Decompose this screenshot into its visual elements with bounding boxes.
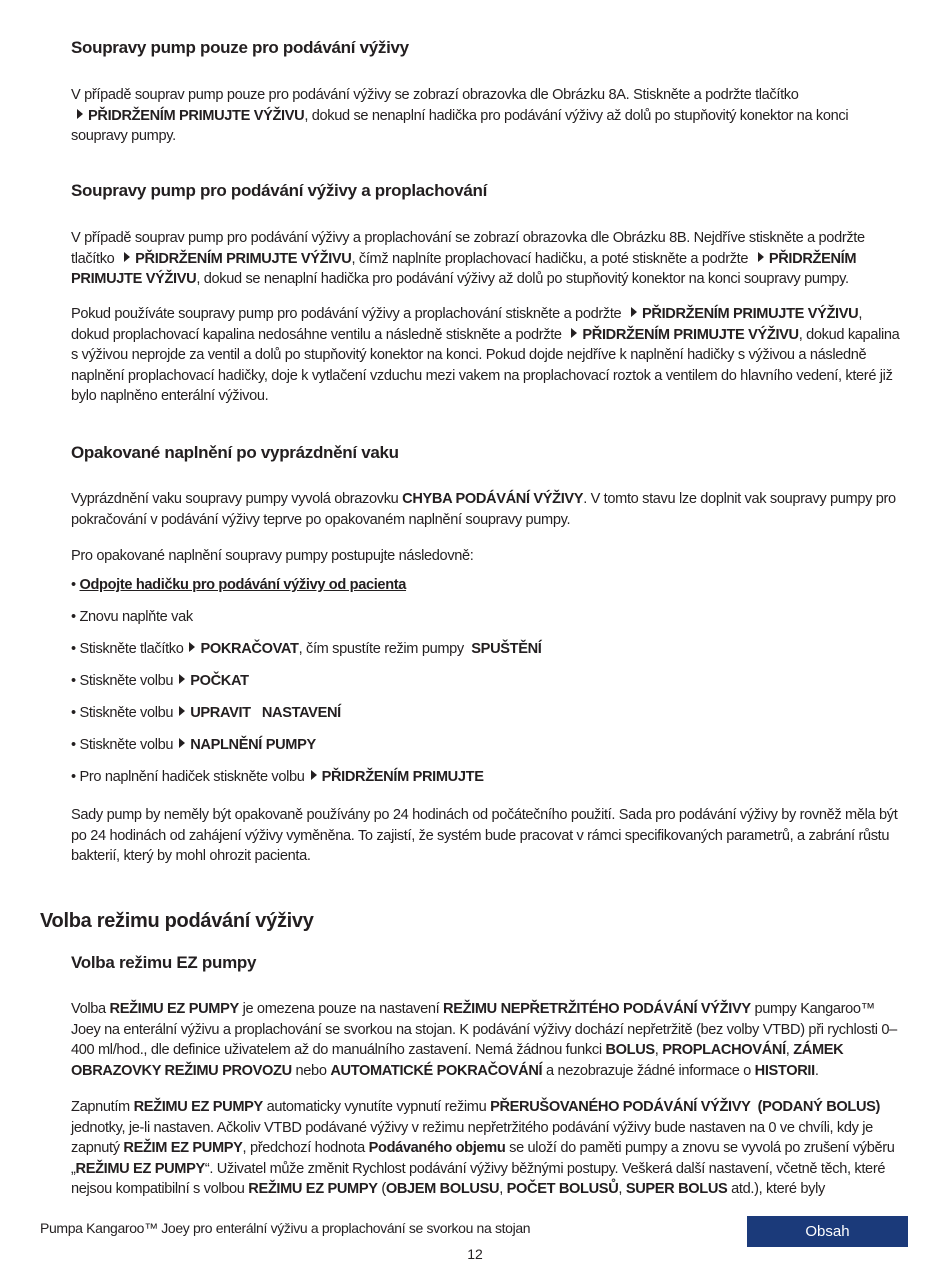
list-item: • Znovu naplňte vak [71,609,193,625]
page-number: 12 [467,1246,483,1262]
chapter-heading-feed-mode: Volba režimu podávání výživy [40,910,314,932]
paragraph-set-replacement: Sady pump by neměly být opakovaně používány po 24 hodinách od počátečního použití. Sada pro podávání výživy by rovněž měla být po 24 hodinách od zahájení výživy vyměněna. To zajistí, že systém bude pracovat v rámci specifikovaných parametrů, a zabrání růstu bakterií, který by mohl ohrozit pacienta. [71,807,898,865]
play-arrow-icon [124,252,130,262]
paragraph-feed-only-priming: V případě souprav pump pouze pro podávání výživy se zobrazí obrazovka dle Obrázku 8A. Stiskněte a podržte tlačítko PŘIDRŽENÍM PRIMUJTE VÝŽIVU, dokud se nenaplní hadička pro podávání výživy až dolů po stupňovitý konektor na konci soupravy pumpy. [71,87,849,145]
paragraph-feed-flush-order: Pokud používáte soupravy pump pro podávání výživy a proplachování stiskněte a podržte PŘIDRŽENÍM PRIMUJTE VÝŽIVU, dokud proplachovací kapalina nedosáhne ventilu a následně stiskněte a podržte PŘIDRŽENÍM PRIMUJTE VÝŽIVU, dokud kapalina s výživou neprojde za ventil a dolů po stupňovitý konektor na konci. Pokud dojde nejdříve k naplnění hadičky s výživou a následně naplnění proplachovací hadičky, doje k vytlačení vzduchu mezi vakem na proplachovací roztok a ventilem do hlavního vedení, které již bylo naplněno enterální výživou. [71,306,900,405]
paragraph-feed-flush-priming: V případě souprav pump pro podávání výživy a proplachování se zobrazí obrazovka dle Obrázku 8B. Nejdříve stiskněte a podržte tlačítko PŘIDRŽENÍM PRIMUJTE VÝŽIVU, čímž naplníte proplachovací hadičku, a poté stiskněte a podržte PŘIDRŽENÍM PRIMUJTE VÝŽIVU, dokud se nenaplní hadička pro podávání výživy až dolů po stupňovitý konektor na konci soupravy pumpy. [71,230,865,288]
list-item: • Stiskněte tlačítko POKRAČOVAT, čím spustíte režim pumpy SPUŠTĚNÍ [71,641,542,657]
section-heading-feed-only-sets: Soupravy pump pouze pro podávání výživy [71,38,409,57]
list-item: • Stiskněte volbu POČKAT [71,673,249,689]
play-arrow-icon [758,252,764,262]
play-arrow-icon [179,738,185,748]
section-heading-feed-flush-sets: Soupravy pump pro podávání výživy a proplachování [71,181,488,200]
play-arrow-icon [571,328,577,338]
list-item: • Stiskněte volbu NAPLNĚNÍ PUMPY [71,737,316,753]
paragraph-ez-mode-description: Volba REŽIMU EZ PUMPY je omezena pouze na nastavení REŽIMU NEPŘETRŽITÉHO PODÁVÁNÍ VÝŽIVY pumpy Kangaroo™ Joey na enterální výživu a proplachování se svorkou na stojan. K podávání výživy dochází nepřetržitě (bez volby VTBD) při rychlosti 0–400 ml/hod., dle definice uživatelem až do manuálního zastavení. Nemá žádnou funkci BOLUS, PROPLACHOVÁNÍ, ZÁMEK OBRAZOVKY REŽIMU PROVOZU nebo AUTOMATICKÉ POKRAČOVÁNÍ a nezobrazuje žádné informace o HISTORII. [71,1001,897,1079]
play-arrow-icon [77,109,83,119]
play-arrow-icon [311,770,317,780]
play-arrow-icon [179,706,185,716]
play-arrow-icon [189,642,195,652]
paragraph-ez-mode-effects: Zapnutím REŽIMU EZ PUMPY automaticky vynutíte vypnutí režimu PŘERUŠOVANÉHO PODÁVÁNÍ VÝŽIVY (PODANÝ BOLUS) jednotky, je-li nastaven. Ačkoliv VTBD podávané výživy v režimu nepřetržitého podávání výživy bude nastaven na 0 ve chvíli, kdy je zapnutý REŽIM EZ PUMPY, předchozí hodnota Podávaného objemu se uloží do paměti pumpy a znovu se vyvolá po zrušení výběru „REŽIMU EZ PUMPY“. Uživatel může změnit Rychlost podávání výživy běžnými postupy. Veškerá další nastavení, včetně těch, které nejsou kompatibilní s volbou REŽIMU EZ PUMPY (OBJEM BOLUSU, POČET BOLUSŮ, SUPER BOLUS atd.), které byly [71,1099,895,1198]
list-item: • Pro naplnění hadiček stiskněte volbu PŘIDRŽENÍM PRIMUJTE [71,769,484,785]
footer-document-title: Pumpa Kangaroo™ Joey pro enterální výživu a proplachování se svorkou na stojan [40,1220,531,1236]
play-arrow-icon [179,674,185,684]
paragraph-reprime-intro: Pro opakované naplnění soupravy pumpy postupujte následovně: [71,548,474,564]
paragraph-feed-error: Vyprázdnění vaku soupravy pumpy vyvolá obrazovku CHYBA PODÁVÁNÍ VÝŽIVY. V tomto stavu lze doplnit vak soupravy pumpy pro pokračování v podávání výživy teprve po opakovaném naplnění soupravy pumpy. [71,491,896,528]
play-arrow-icon [631,307,637,317]
list-item: • Stiskněte volbu UPRAVIT NASTAVENÍ [71,705,341,721]
list-item: • Odpojte hadičku pro podávání výživy od pacienta [71,577,407,593]
section-heading-ez-mode: Volba režimu EZ pumpy [71,953,257,972]
section-heading-reprime: Opakované naplnění po vyprázdnění vaku [71,443,399,462]
contents-button[interactable]: Obsah [747,1216,908,1247]
